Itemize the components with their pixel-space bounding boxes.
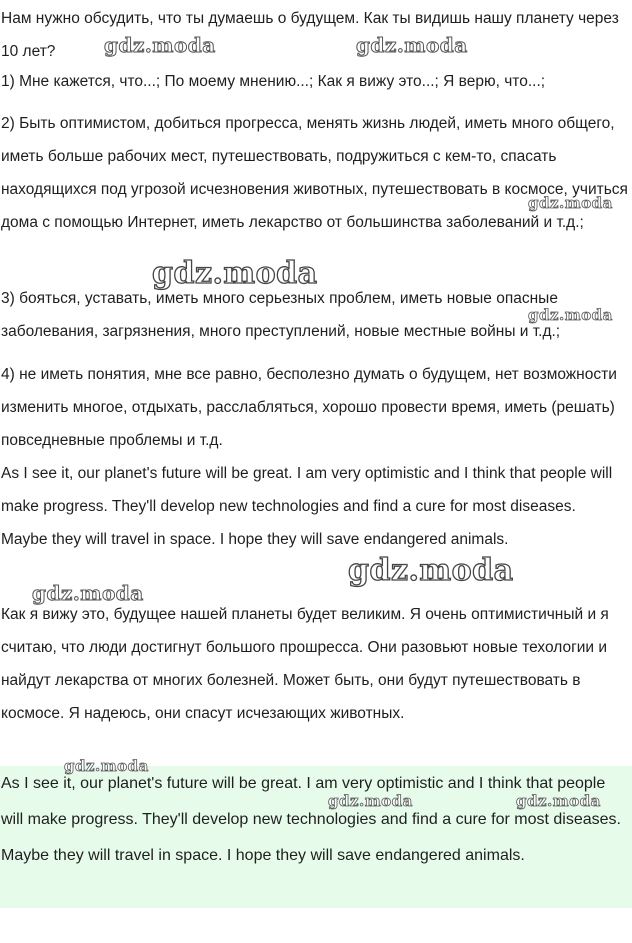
highlighted-answer-paragraph: As I see it, our planet's future will be great. I am very optimistic and I think that people will make progress. They'll develop new technologies and find a cure for most diseases. Maybe they will travel in space. I hope they will save endangered animals. — [1, 775, 621, 864]
watermark: gdz.moda — [348, 553, 514, 588]
phrases-paragraph: 1) Мне кажется, что...; По моему мнению...; Как я вижу это...; Я верю, что...; — [1, 73, 546, 90]
watermark: gdz.moda — [528, 194, 613, 212]
russian-translation-paragraph: Как я вижу это, будущее нашей планеты будет великим. Я очень оптимистичный и я считаю, что люди достигнут большого прошресса. Они разовьют новые техологии и найдут лекарства от многих болезней. Может быть, они будут путешествовать в космосе. Я надеюсь, они спасут исчезающих животных. — [1, 606, 609, 722]
watermark: gdz.moda — [328, 792, 413, 810]
optimist-list-paragraph: 2) Быть оптимистом, добиться прогресса, менять жизнь людей, иметь много общего, иметь больше рабочих мест, путешествовать, подружиться с кем-то, спасать находящихся под угрозой исчезновения животных, путешествовать в космосе, учиться дома с помощью Интернет, иметь лекарство от большинства заболеваний и т.д.; — [1, 115, 628, 231]
watermark: gdz.moda — [356, 33, 468, 57]
indifferent-list-paragraph: 4) не иметь понятия, мне все равно, бесполезно думать о будущем, нет возможности изменить многое, отдыхать, расслабляться, хорошо провести время, иметь (решать) повседневные проблемы и т.д. — [1, 366, 617, 449]
watermark: gdz.moda — [528, 306, 613, 324]
watermark: gdz.moda — [32, 581, 144, 605]
watermark: gdz.moda — [516, 792, 601, 810]
watermark: gdz.moda — [152, 256, 318, 291]
watermark: gdz.moda — [64, 757, 149, 775]
watermark: gdz.moda — [104, 33, 216, 57]
pessimist-list-paragraph: 3) бояться, уставать, иметь много серьезных проблем, иметь новые опасные заболевания, загрязнения, много преступлений, новые местные войны и т.д.; — [1, 290, 561, 340]
english-answer-paragraph: As I see it, our planet's future will be great. I am very optimistic and I think that people will make progress. They'll develop new technologies and find a cure for most diseases. Maybe they will travel in space. I hope they will save endangered animals. — [1, 465, 613, 548]
intro-paragraph: Нам нужно обсудить, что ты думаешь о будущем. Как ты видишь нашу планету через 10 лет? — [1, 10, 619, 60]
